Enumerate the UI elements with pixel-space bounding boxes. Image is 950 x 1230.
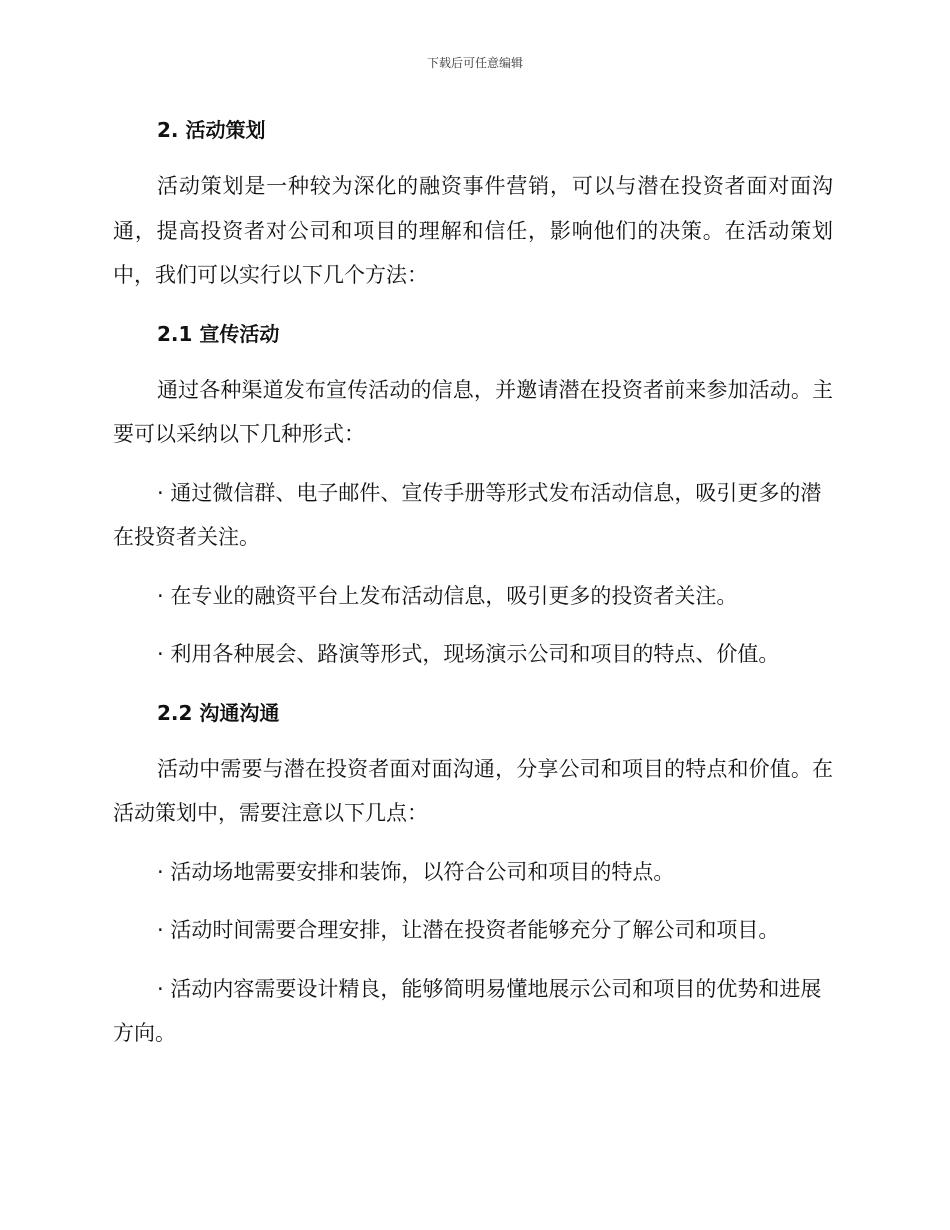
page-header: 下载后可任意编辑 <box>426 56 523 70</box>
subsection-paragraph-2-2: 活动中需要与潜在投资者面对面沟通，分享公司和项目的特点和价值。在活动策划中，需要注意以下几点： <box>113 756 833 825</box>
bullet-item: · 在专业的融资平台上发布活动信息，吸引更多的投资者关注。 <box>157 583 738 608</box>
bullet-item: · 通过微信群、电子邮件、宣传手册等形式发布活动信息，吸引更多的潜在投资者关注。 <box>113 480 822 549</box>
section-heading: 2. 活动策划 <box>157 118 266 142</box>
document-body <box>113 108 833 1070</box>
bullet-item: · 活动场地需要安排和装饰，以符合公司和项目的特点。 <box>157 859 675 884</box>
subsection-heading-2-1: 2.1 宣传活动 <box>157 321 280 346</box>
section-paragraph: 活动策划是一种较为深化的融资事件营销，可以与潜在投资者面对面沟通，提高投资者对公司和项目的理解和信任，影响他们的决策。在活动策划中，我们可以实行以下几个方法： <box>113 174 833 287</box>
subsection-paragraph-2-1: 通过各种渠道发布宣传活动的信息，并邀请潜在投资者前来参加活动。主要可以采纳以下几种形式： <box>113 377 833 446</box>
bullet-item: · 活动内容需要设计精良，能够简明易懂地展示公司和项目的优势和进展方向。 <box>113 976 822 1045</box>
subsection-heading-2-2: 2.2 沟通沟通 <box>157 700 280 725</box>
bullet-item: · 活动时间需要合理安排，让潜在投资者能够充分了解公司和项目。 <box>157 918 780 942</box>
bullet-item: · 利用各种展会、路演等形式，现场演示公司和项目的特点、价值。 <box>157 642 780 666</box>
